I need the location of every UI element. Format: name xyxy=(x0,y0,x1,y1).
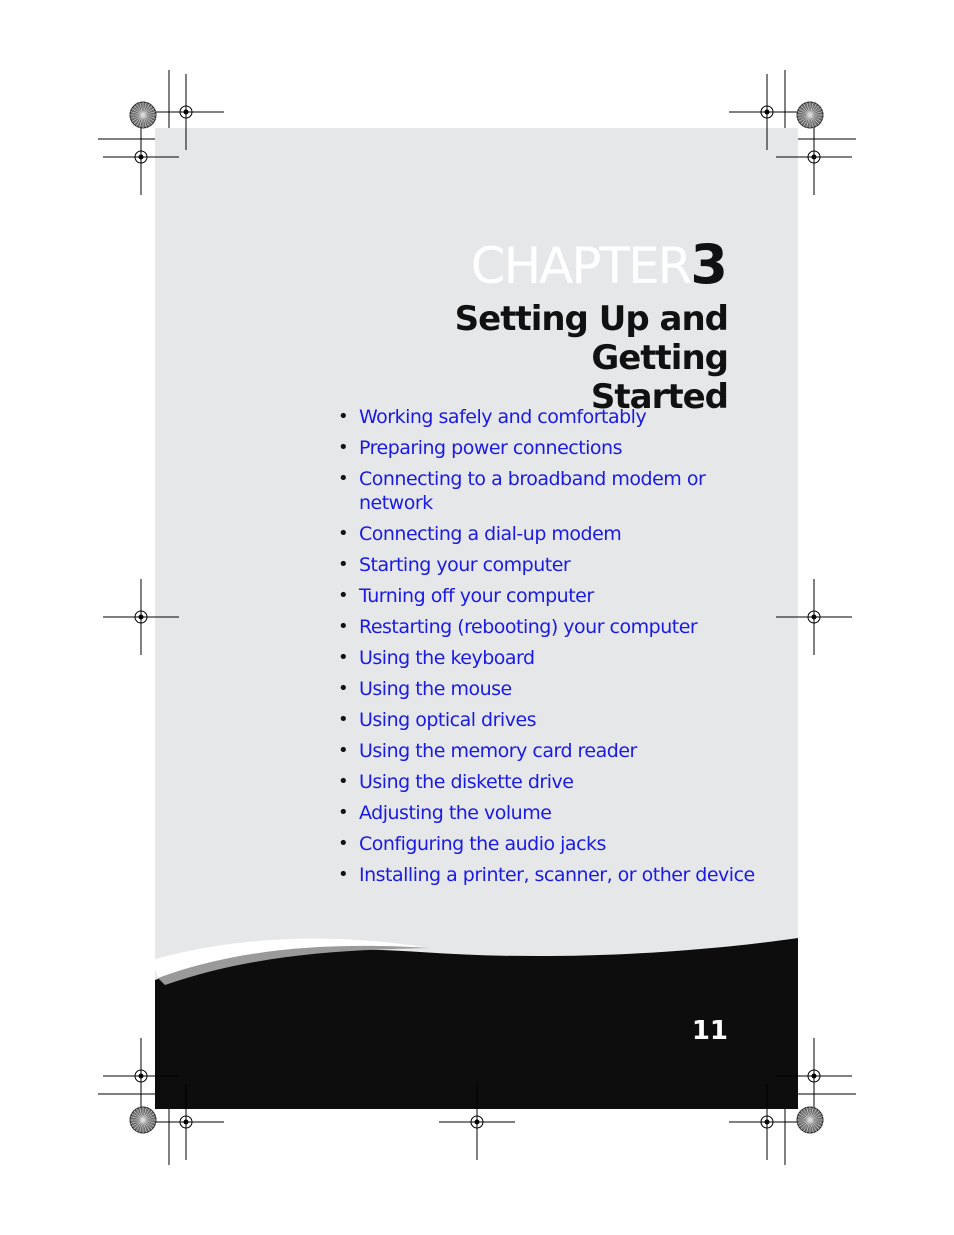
topic-link-11[interactable] xyxy=(336,739,756,763)
topic-link-7[interactable] xyxy=(336,615,756,639)
chapter-title-line-2: Started xyxy=(590,377,728,417)
bullet-icon: • xyxy=(338,833,349,854)
chapter-heading xyxy=(470,233,728,296)
topic-link-4[interactable] xyxy=(336,522,756,546)
page-number: 11 xyxy=(691,1016,728,1046)
topic-link-5[interactable] xyxy=(336,553,756,577)
topic-link-text[interactable]: Using optical drives xyxy=(359,709,537,731)
bullet-icon: • xyxy=(338,468,349,489)
chapter-number: 3 xyxy=(690,233,728,296)
topic-link-9[interactable] xyxy=(336,677,756,701)
bullet-icon: • xyxy=(338,678,349,699)
topic-link-15[interactable] xyxy=(336,863,756,887)
topic-link-text[interactable]: Using the diskette drive xyxy=(359,771,574,793)
topic-link-text[interactable]: Turning off your computer xyxy=(359,585,594,607)
topic-link-text[interactable]: Using the mouse xyxy=(359,678,512,700)
bullet-icon: • xyxy=(338,585,349,606)
bullet-icon: • xyxy=(338,554,349,575)
topic-link-8[interactable] xyxy=(336,646,756,670)
topic-link-10[interactable] xyxy=(336,708,756,732)
bullet-icon: • xyxy=(338,802,349,823)
topic-link-text[interactable]: Connecting to a broadband modem or xyxy=(359,468,706,490)
topic-link-text[interactable]: Starting your computer xyxy=(359,554,571,576)
topic-link-text[interactable]: Using the memory card reader xyxy=(359,740,637,762)
bullet-icon: • xyxy=(338,740,349,761)
topic-link-2[interactable] xyxy=(336,436,756,460)
bullet-icon: • xyxy=(338,771,349,792)
topic-link-3[interactable] xyxy=(336,467,756,515)
bullet-icon: • xyxy=(338,437,349,458)
bullet-icon: • xyxy=(338,616,349,637)
chapter-title xyxy=(308,300,728,417)
topic-link-12[interactable] xyxy=(336,770,756,794)
topic-link-text[interactable]: Working safely and comfortably xyxy=(359,406,647,428)
topic-link-text[interactable]: Preparing power connections xyxy=(359,437,622,459)
topic-link-text[interactable]: Connecting a dial-up modem xyxy=(359,523,622,545)
bullet-icon: • xyxy=(338,647,349,668)
bullet-icon: • xyxy=(338,864,349,885)
topic-link-text[interactable]: Adjusting the volume xyxy=(359,802,552,824)
topic-link-text[interactable]: Installing a printer, scanner, or other device xyxy=(359,864,755,886)
topic-link-text[interactable]: Restarting (rebooting) your computer xyxy=(359,616,698,638)
topic-link-text[interactable]: Using the keyboard xyxy=(359,647,535,669)
topic-link-13[interactable] xyxy=(336,801,756,825)
bullet-icon: • xyxy=(338,709,349,730)
chapter-title-line-1: Setting Up and Getting xyxy=(454,299,728,378)
chapter-word: CHAPTER xyxy=(470,237,691,295)
topic-list xyxy=(336,405,756,894)
topic-link-6[interactable] xyxy=(336,584,756,608)
topic-link-text[interactable]: network xyxy=(359,492,433,514)
topic-link-text[interactable]: Configuring the audio jacks xyxy=(359,833,606,855)
bullet-icon: • xyxy=(338,523,349,544)
topic-link-1[interactable] xyxy=(336,405,756,429)
bullet-icon: • xyxy=(338,406,349,427)
topic-link-14[interactable] xyxy=(336,832,756,856)
